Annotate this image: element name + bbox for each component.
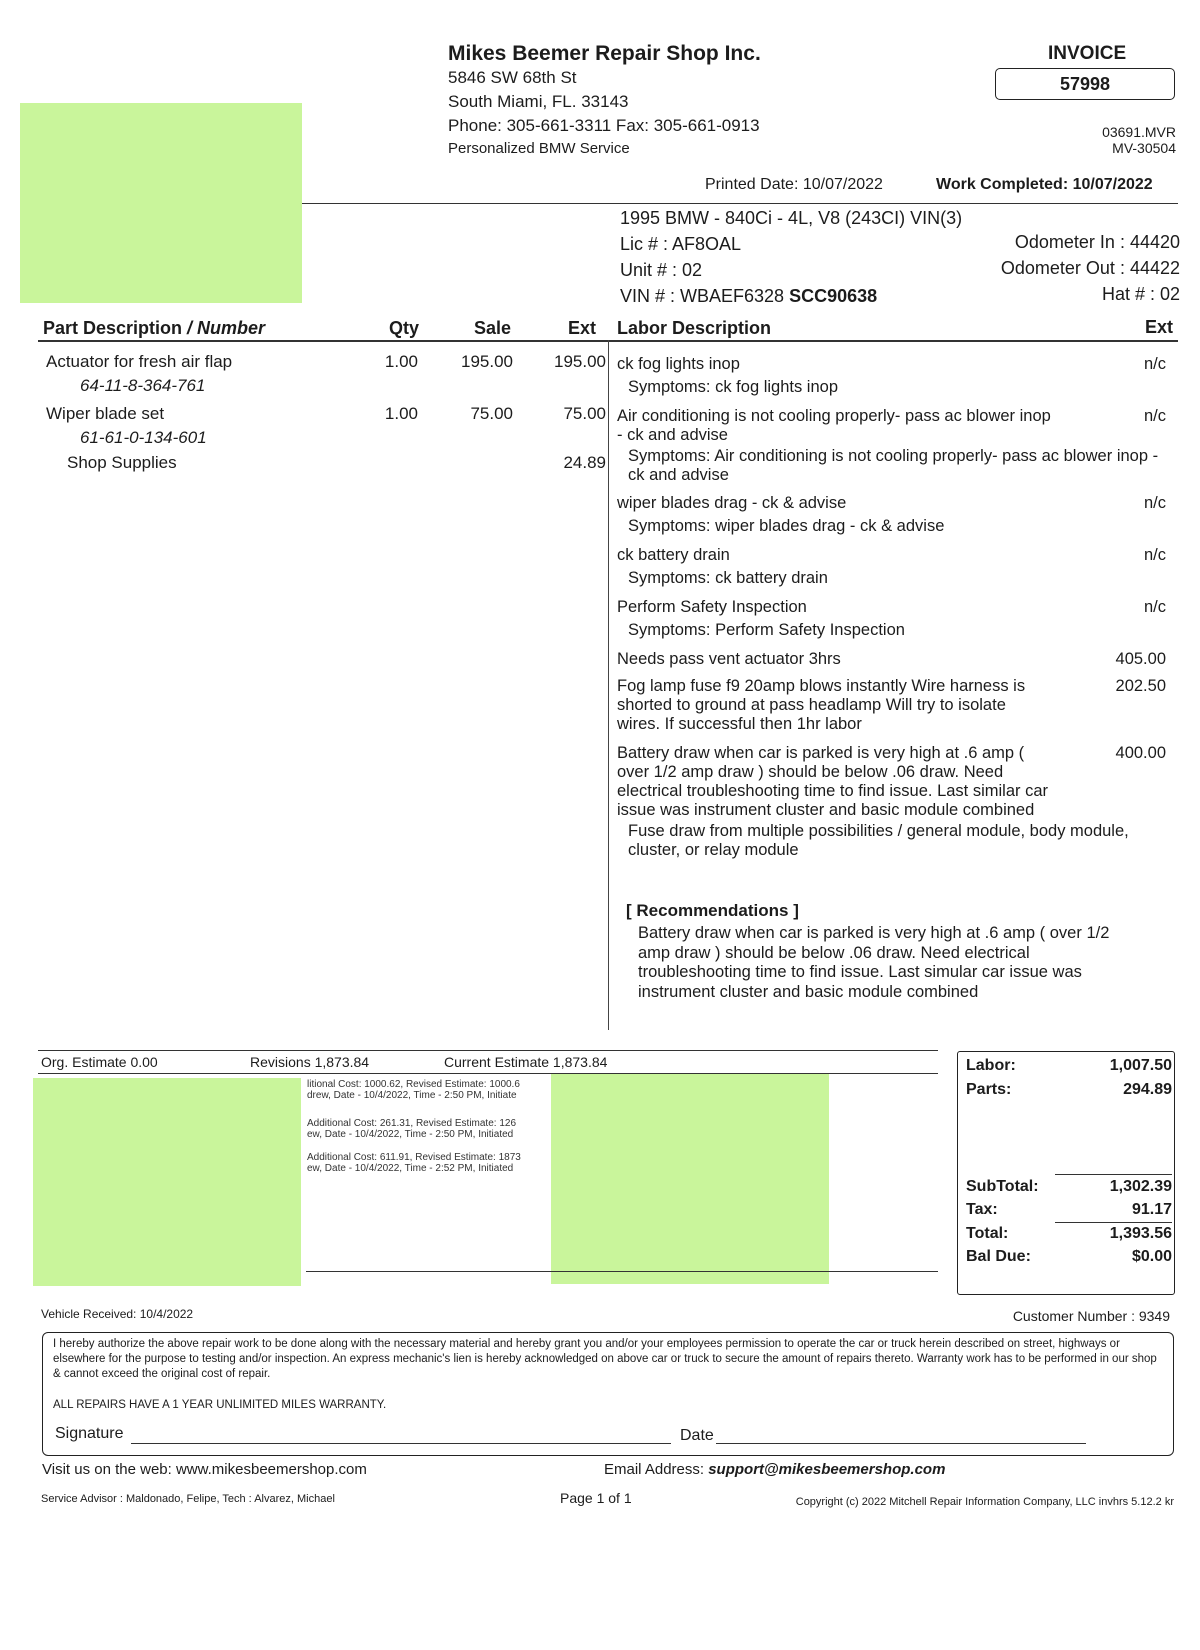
labor-item: [617, 598, 1172, 640]
vehicle-license: Lic # : AF8OAL: [620, 234, 742, 254]
parts-header-number-label: / Number: [187, 318, 266, 338]
totals-labor-value: 1,007.50: [1109, 1057, 1172, 1074]
labor-item: [617, 677, 1172, 734]
revision-note: Additional Cost: 261.31, Revised Estimate: 126: [307, 1118, 517, 1129]
email-line[interactable]: [604, 1461, 945, 1478]
signature-label: Signature: [55, 1425, 124, 1442]
totals-tax-value: 91.17: [1131, 1201, 1172, 1218]
part-name: Actuator for fresh air flap: [46, 352, 233, 371]
totals-parts: [966, 1081, 1172, 1099]
labor-item-ext: n/c: [1143, 407, 1166, 425]
labor-item-title: wiper blades drag - ck & advise: [617, 494, 847, 512]
shop-name: Mikes Beemer Repair Shop Inc.: [448, 42, 761, 65]
labor-item: [617, 546, 1172, 588]
revision-note: litional Cost: 1000.62, Revised Estimate: 1000.6: [307, 1079, 520, 1090]
totals-parts-value: 294.89: [1123, 1081, 1172, 1098]
current-estimate: Current Estimate 1,873.84: [444, 1054, 608, 1070]
org-estimate: Org. Estimate 0.00: [41, 1054, 158, 1070]
redaction-note: [551, 1074, 829, 1284]
labor-item-ext: n/c: [1143, 494, 1166, 512]
labor-item-ext: 202.50: [1115, 677, 1166, 695]
estimate-bottom-divider: [306, 1271, 938, 1272]
hat-number: Hat # : 02: [1101, 284, 1180, 304]
odometer-out: Odometer Out : 44422: [1000, 258, 1180, 278]
revision-note: ew, Date - 10/4/2022, Time - 2:52 PM, Initiated: [307, 1163, 514, 1174]
labor-item-symptom: Symptoms: Perform Safety Inspection: [628, 621, 905, 639]
labor-item: [617, 407, 1172, 485]
labor-item: [617, 355, 1172, 397]
revision-note: drew, Date - 10/4/2022, Time - 2:50 PM, Initiate: [307, 1090, 517, 1101]
work-completed-date: Work Completed: 10/07/2022: [936, 176, 1153, 193]
part-sale: 195.00: [461, 352, 513, 371]
part-number: 64-11-8-364-761: [80, 376, 206, 395]
labor-item-title: ck battery drain: [617, 546, 730, 564]
shop-supplies-label: Shop Supplies: [67, 453, 177, 472]
parts-labor-divider: [608, 340, 609, 1030]
shop-supplies-ext: 24.89: [563, 453, 606, 472]
signature-line[interactable]: [131, 1443, 671, 1444]
labor-item-symptom: Symptoms: Air conditioning is not cooling properly- pass ac blower inop - ck and advise: [628, 447, 1159, 484]
part-qty: 1.00: [384, 352, 418, 371]
labor-item-symptom: Symptoms: ck battery drain: [628, 569, 828, 587]
recommendations-text: Battery draw when car is parked is very high at .6 amp ( over 1/2 amp draw ) should be below .06 draw. Need electrical troubleshooting time to find issue. Last simular car issue was instrument cluster and basic module combined: [638, 924, 1110, 1001]
labor-item-ext: 405.00: [1115, 650, 1166, 668]
email-address[interactable]: support@mikesbeemershop.com: [708, 1461, 946, 1478]
totals-tax-label: Tax:: [966, 1201, 998, 1218]
parts-header-desc-label: Part Description: [43, 318, 188, 338]
totals-bal-due: [966, 1248, 1172, 1266]
vehicle-vin: [620, 286, 877, 307]
estimate-top-divider: [38, 1050, 938, 1051]
labor-item-title: Air conditioning is not cooling properly- pass ac blower inop - ck and advise: [617, 407, 1051, 444]
vehicle-received: Vehicle Received: 10/4/2022: [41, 1307, 194, 1321]
labor-item-symptom: Fuse draw from multiple possibilities / general module, body module, cluster, or relay module: [628, 822, 1129, 859]
totals-labor-label: Labor:: [966, 1057, 1016, 1074]
labor-header-desc: Labor Description: [617, 318, 772, 338]
estimate-divider: [38, 1073, 938, 1074]
date-line[interactable]: [716, 1443, 1086, 1444]
shop-phone-fax: Phone: 305-661-3311 Fax: 305-661-0913: [448, 116, 760, 135]
odometer-in: Odometer In : 44420: [1014, 232, 1180, 252]
labor-item-title: Battery draw when car is parked is very high at .6 amp ( over 1/2 amp draw ) should be below .06 draw. Need electrical troubleshooting time to find issue. Last similar car issue was instrument cluster and basic module combined: [617, 744, 1049, 819]
recommendations-title: [ Recommendations ]: [626, 901, 799, 920]
labor-item-ext: n/c: [1143, 598, 1166, 616]
totals-labor: [966, 1057, 1172, 1075]
customer-number: Customer Number : 9349: [1012, 1308, 1170, 1324]
invoice-number-box: [995, 68, 1175, 100]
warranty-text: ALL REPAIRS HAVE A 1 YEAR UNLIMITED MILES WARRANTY.: [53, 1399, 387, 1411]
labor-header-ext: Ext: [1144, 317, 1173, 337]
parts-header-ext: Ext: [568, 318, 597, 338]
printed-date: Printed Date: 10/07/2022: [705, 176, 883, 193]
vehicle-title: 1995 BMW - 840Ci - 4L, V8 (243CI) VIN(3): [620, 208, 963, 228]
invoice-number: 57998: [1059, 74, 1111, 94]
vehicle-vin-suffix: SCC90638: [789, 286, 878, 306]
revisions: Revisions 1,873.84: [250, 1054, 370, 1070]
page-number: Page 1 of 1: [560, 1490, 632, 1506]
authorization-text: I hereby authorize the above repair work to be done along with the necessary material and hereby grant you and/or your employees permission to operate the car or truck herein described on street, highways or elsewhere for the purpose to testing and/or inspection. An express mechanic's lien is hereby acknowledged on above car or truck to secure the amount of repairs thereto. Warranty work has to be performed in our shop & cannot exceed the original cost of repair.: [53, 1338, 1157, 1380]
parts-header-qty: Qty: [389, 318, 420, 338]
shop-address-line2: South Miami, FL. 33143: [448, 92, 629, 111]
vehicle-unit: Unit # : 02: [620, 260, 703, 280]
date-label: Date: [680, 1427, 714, 1444]
shop-address-line1: 5846 SW 68th St: [448, 68, 577, 87]
totals-bal-value: $0.00: [1131, 1248, 1172, 1265]
parts-header-sale: Sale: [474, 318, 512, 338]
totals-subtotal-label: SubTotal:: [966, 1178, 1039, 1195]
totals-subtotal: [966, 1178, 1172, 1196]
redaction-note: [33, 1078, 301, 1286]
revision-note: ew, Date - 10/4/2022, Time - 2:50 PM, Initiated: [307, 1129, 514, 1140]
totals-bal-label: Bal Due:: [966, 1248, 1031, 1265]
labor-item: [617, 650, 1172, 669]
labor-item: [617, 744, 1172, 860]
part-number: 61-61-0-134-601: [80, 428, 207, 447]
copyright: Copyright (c) 2022 Mitchell Repair Information Company, LLC invhrs 5.12.2 kr: [795, 1496, 1174, 1508]
totals-tax: [966, 1201, 1172, 1219]
email-label: Email Address:: [604, 1461, 709, 1478]
labor-item-title: Fog lamp fuse f9 20amp blows instantly Wire harness is shorted to ground at pass headlamp Will try to isolate wires. If successful then 1hr labor: [617, 677, 1026, 733]
labor-item-title: Perform Safety Inspection: [617, 598, 807, 616]
invoice-code2: MV-30504: [1112, 140, 1176, 156]
subtotal-rule: [1055, 1174, 1172, 1175]
labor-item: [617, 494, 1172, 536]
part-ext: 195.00: [554, 352, 606, 371]
shop-tagline: Personalized BMW Service: [448, 140, 630, 157]
labor-item-symptom: Symptoms: wiper blades drag - ck & advise: [628, 517, 945, 535]
total-rule: [1055, 1222, 1172, 1223]
labor-item-title: Needs pass vent actuator 3hrs: [617, 650, 841, 668]
totals-total-value: 1,393.56: [1109, 1225, 1172, 1242]
parts-header-desc: [43, 318, 265, 339]
totals-total: [966, 1225, 1172, 1243]
service-advisor-tech: Service Advisor : Maldonado, Felipe, Tech : Alvarez, Michael: [41, 1493, 335, 1505]
website-line[interactable]: Visit us on the web: www.mikesbeemershop.com: [42, 1461, 367, 1478]
labor-item-ext: 400.00: [1115, 744, 1166, 762]
revision-note: Additional Cost: 611.91, Revised Estimate: 1873: [307, 1152, 521, 1163]
part-sale: 75.00: [470, 404, 513, 423]
labor-item-ext: n/c: [1143, 355, 1166, 373]
header-divider: [302, 203, 1178, 204]
authorization-box: [42, 1332, 1174, 1456]
totals-total-label: Total:: [966, 1225, 1009, 1242]
redaction-note: [20, 103, 302, 303]
totals-parts-label: Parts:: [966, 1081, 1012, 1098]
part-qty: 1.00: [384, 404, 418, 423]
invoice-code1: 03691.MVR: [1102, 124, 1176, 140]
labor-item-symptom: Symptoms: ck fog lights inop: [628, 378, 839, 396]
part-ext: 75.00: [563, 404, 606, 423]
invoice-label: INVOICE: [1048, 43, 1127, 64]
vehicle-vin-prefix: VIN # : WBAEF6328: [620, 286, 790, 306]
labor-item-title: ck fog lights inop: [617, 355, 740, 373]
part-name: Wiper blade set: [46, 404, 165, 423]
labor-item-ext: n/c: [1143, 546, 1166, 564]
totals-subtotal-value: 1,302.39: [1109, 1178, 1172, 1195]
